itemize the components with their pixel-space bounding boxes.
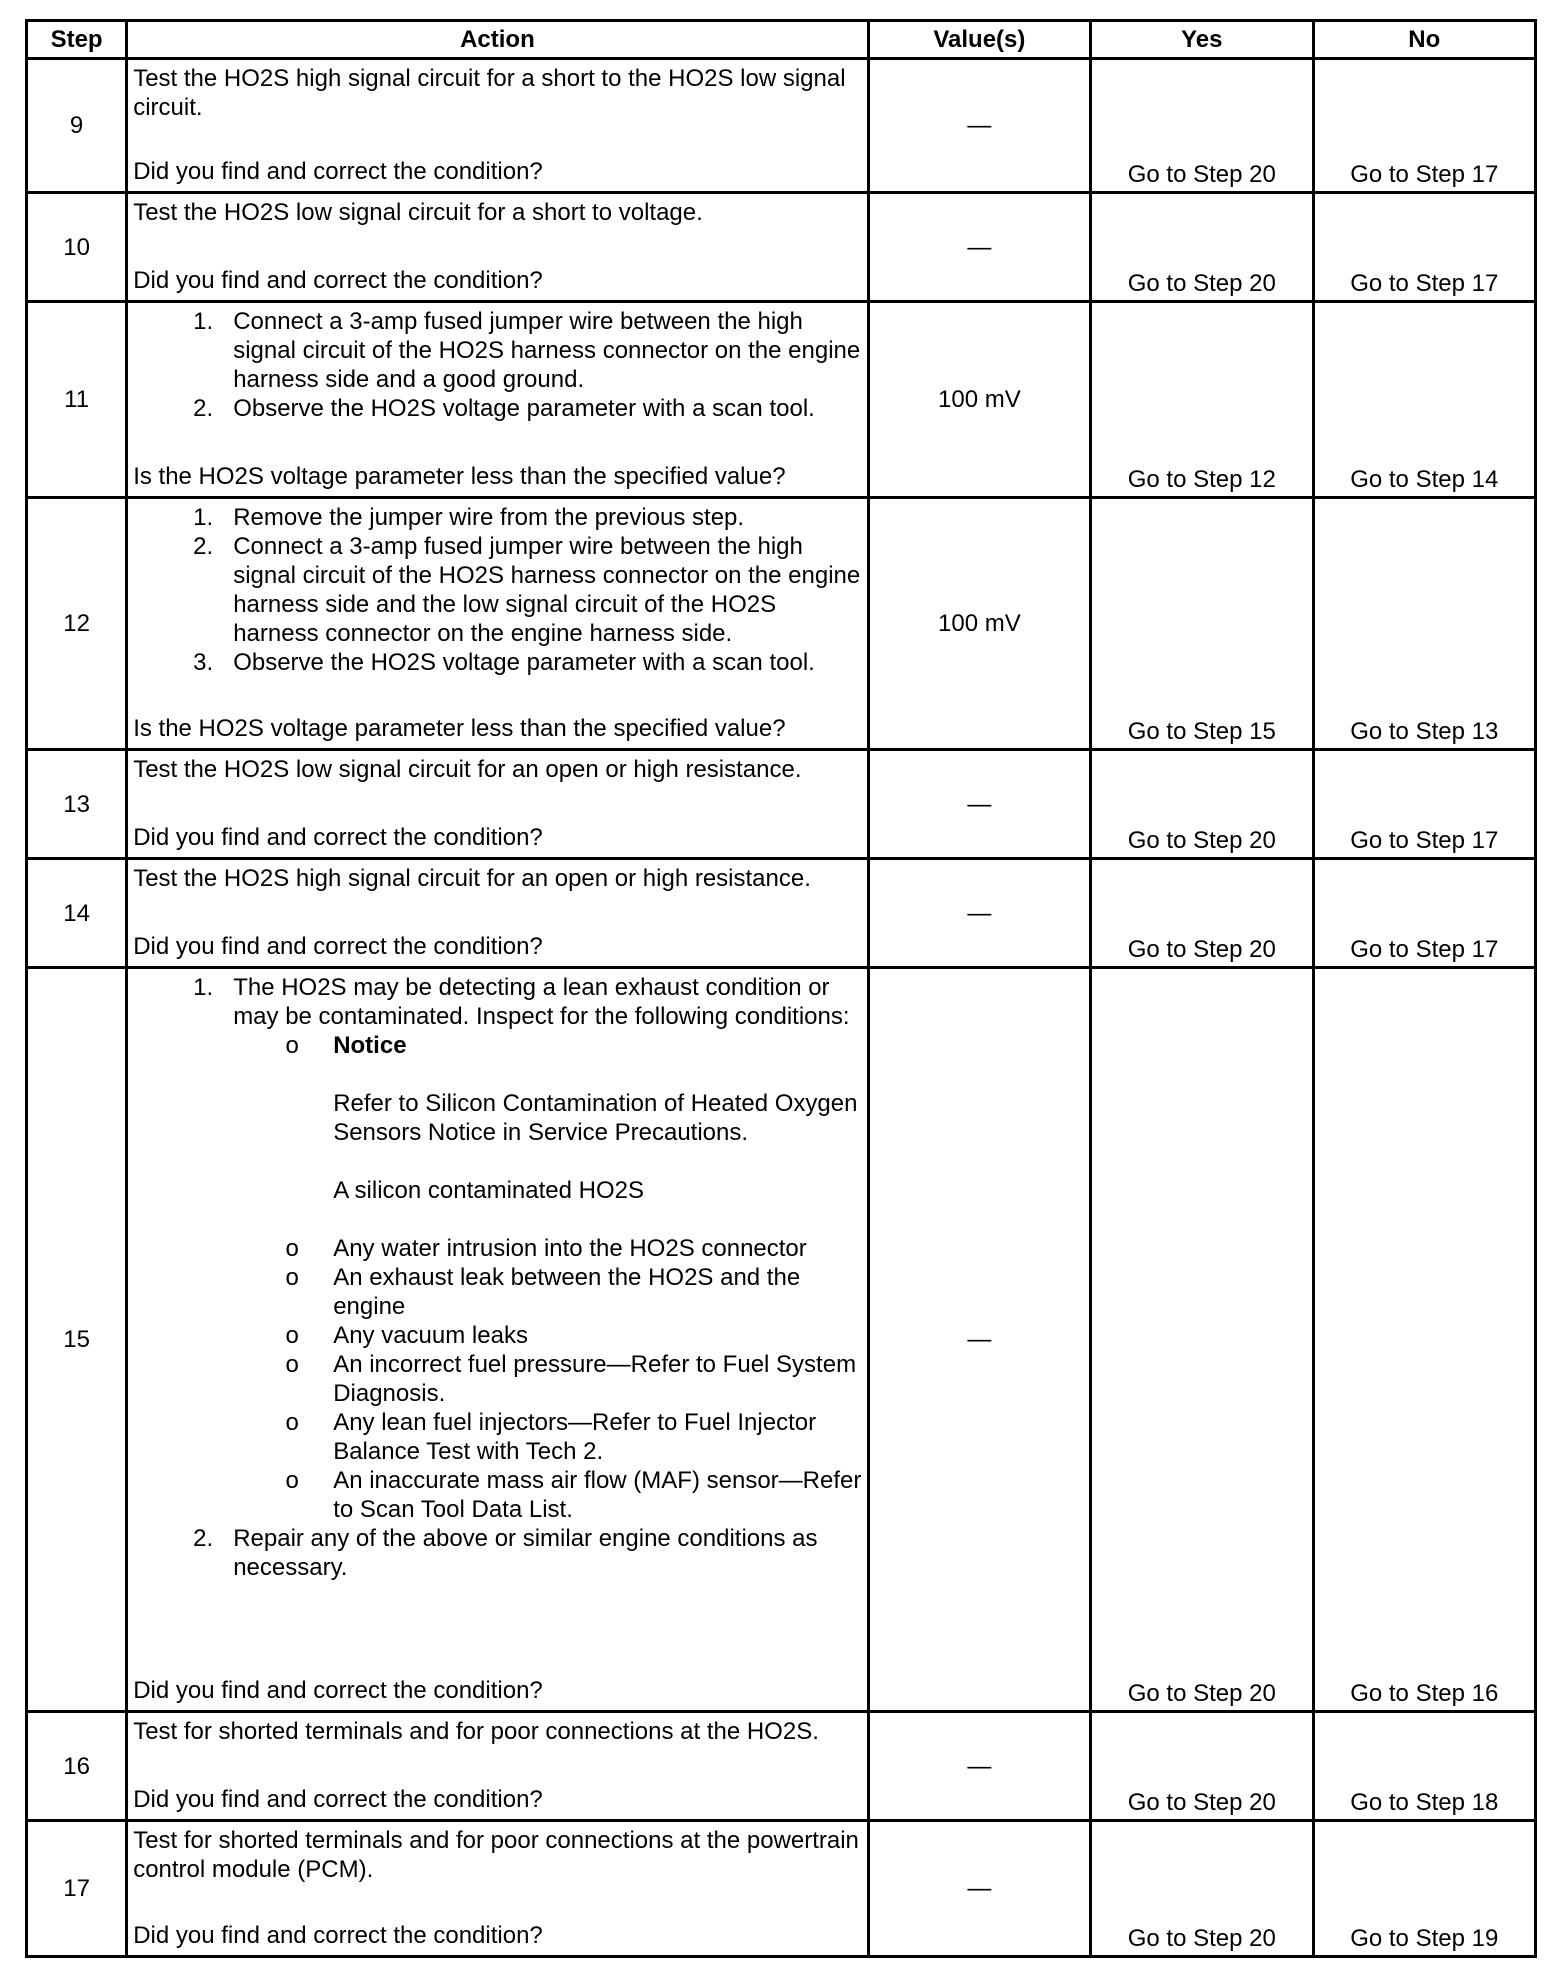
yes-cell	[1091, 193, 1313, 302]
table-row	[27, 1712, 1536, 1821]
step-number: 11	[27, 302, 127, 498]
action-question: Is the HO2S voltage parameter less than the specified value?	[133, 715, 786, 742]
action-cell	[127, 750, 868, 859]
yes-goto: Go to Step 20	[1127, 1925, 1276, 1952]
condition-text: Any water intrusion into the HO2S connector	[333, 1235, 807, 1262]
step-number: 16	[27, 1712, 127, 1821]
action-question: Did you find and correct the condition?	[133, 1786, 543, 1813]
item-text: Connect a 3-amp fused jumper wire between the high signal circuit of the HO2S harness connector on the engine harness side and a good ground.	[233, 308, 861, 393]
action-question: Did you find and correct the condition?	[133, 824, 543, 851]
step-number: 17	[27, 1821, 127, 1957]
item-number: 1.	[193, 308, 214, 335]
action-cell	[127, 859, 868, 968]
list-item	[133, 1350, 862, 1408]
no-cell	[1313, 498, 1535, 750]
diagnostic-table	[25, 19, 1537, 1958]
step-number: 9	[27, 59, 127, 193]
step-number: 13	[27, 750, 127, 859]
header-step: Step	[27, 21, 127, 59]
notice-body: Refer to Silicon Contamination of Heated Oxygen Sensors Notice in Service Precautions.	[333, 1090, 858, 1146]
header-action: Action	[127, 21, 868, 59]
value-cell: —	[868, 59, 1090, 193]
yes-cell	[1091, 302, 1313, 498]
list-item	[133, 503, 862, 532]
action-steps	[133, 973, 862, 1582]
no-cell	[1313, 193, 1535, 302]
bullet-icon: o	[285, 1032, 299, 1059]
action-text: Test the HO2S low signal circuit for an open or high resistance.	[133, 756, 802, 783]
header-values: Value(s)	[868, 21, 1090, 59]
list-item	[133, 1466, 862, 1524]
yes-goto: Go to Step 20	[1127, 936, 1276, 963]
step-number: 15	[27, 968, 127, 1712]
condition-text: Any lean fuel injectors—Refer to Fuel Injector Balance Test with Tech 2.	[333, 1409, 817, 1465]
step-number: 10	[27, 193, 127, 302]
list-item	[133, 973, 862, 1524]
value-cell: —	[868, 1712, 1090, 1821]
action-question: Did you find and correct the condition?	[133, 933, 543, 960]
action-cell	[127, 193, 868, 302]
action-cell	[127, 968, 868, 1712]
action-question: Is the HO2S voltage parameter less than the specified value?	[133, 463, 786, 490]
action-text: Test the HO2S low signal circuit for a short to voltage.	[133, 199, 703, 226]
action-text: Test for shorted terminals and for poor connections at the HO2S.	[133, 1718, 819, 1745]
list-item	[133, 532, 862, 648]
condition-list	[233, 1031, 862, 1524]
action-question: Did you find and correct the condition?	[133, 1922, 543, 1949]
value-cell: —	[868, 1821, 1090, 1957]
action-steps	[133, 503, 862, 677]
value-cell: —	[868, 859, 1090, 968]
yes-cell	[1091, 750, 1313, 859]
table-row	[27, 498, 1536, 750]
list-item	[133, 1321, 862, 1350]
list-item	[133, 648, 862, 677]
list-item	[133, 394, 862, 423]
action-cell	[127, 1821, 868, 1957]
item-number: 2.	[193, 395, 214, 422]
action-cell	[127, 1712, 868, 1821]
bullet-icon: o	[285, 1409, 299, 1436]
action-question: Did you find and correct the condition?	[133, 1677, 543, 1704]
action-text: Test for shorted terminals and for poor connections at the powertrain control module (PCM).	[133, 1827, 859, 1883]
list-item	[133, 1234, 862, 1263]
no-goto: Go to Step 14	[1350, 466, 1499, 493]
condition-text: An exhaust leak between the HO2S and the engine	[333, 1264, 801, 1320]
no-goto: Go to Step 19	[1350, 1925, 1499, 1952]
table-row	[27, 750, 1536, 859]
yes-cell	[1091, 968, 1313, 1712]
bullet-icon: o	[285, 1235, 299, 1262]
action-text: Test the HO2S high signal circuit for an open or high resistance.	[133, 865, 811, 892]
no-cell	[1313, 1821, 1535, 1957]
condition-text: An incorrect fuel pressure—Refer to Fuel System Diagnosis.	[333, 1351, 857, 1407]
no-goto: Go to Step 17	[1350, 936, 1499, 963]
item-text: Observe the HO2S voltage parameter with a scan tool.	[233, 649, 815, 676]
yes-goto: Go to Step 20	[1127, 827, 1276, 854]
condition-text: An inaccurate mass air flow (MAF) sensor—Refer to Scan Tool Data List.	[333, 1467, 862, 1523]
notice-item	[133, 1031, 862, 1205]
action-question: Did you find and correct the condition?	[133, 158, 543, 185]
list-item	[133, 1524, 862, 1582]
value-cell: —	[868, 750, 1090, 859]
list-item	[133, 307, 862, 394]
yes-cell	[1091, 498, 1313, 750]
notice-title: Notice	[333, 1032, 407, 1059]
bullet-icon: o	[285, 1351, 299, 1378]
table-row	[27, 302, 1536, 498]
item-text: Connect a 3-amp fused jumper wire between the high signal circuit of the HO2S harness connector on the engine harness side and the low signal circuit of the HO2S harness connector on the engine harness side.	[233, 533, 861, 647]
no-goto: Go to Step 17	[1350, 161, 1499, 188]
bullet-icon: o	[285, 1264, 299, 1291]
no-goto: Go to Step 18	[1350, 1789, 1499, 1816]
list-item	[133, 1263, 862, 1321]
item-text: Remove the jumper wire from the previous step.	[233, 504, 745, 531]
no-cell	[1313, 59, 1535, 193]
header-row	[27, 21, 1536, 59]
action-text: Test the HO2S high signal circuit for a short to the HO2S low signal circuit.	[133, 65, 846, 121]
no-cell	[1313, 1712, 1535, 1821]
item-number: 1.	[193, 974, 214, 1001]
no-goto: Go to Step 13	[1350, 718, 1499, 745]
action-question: Did you find and correct the condition?	[133, 267, 543, 294]
no-goto: Go to Step 17	[1350, 270, 1499, 297]
step-number: 14	[27, 859, 127, 968]
bullet-icon: o	[285, 1467, 299, 1494]
yes-cell	[1091, 859, 1313, 968]
yes-cell	[1091, 1821, 1313, 1957]
yes-cell	[1091, 1712, 1313, 1821]
value-cell: 100 mV	[868, 498, 1090, 750]
value-cell: —	[868, 193, 1090, 302]
action-cell	[127, 498, 868, 750]
table-row	[27, 59, 1536, 193]
item-text: Observe the HO2S voltage parameter with a scan tool.	[233, 395, 815, 422]
item-number: 1.	[193, 504, 214, 531]
no-cell	[1313, 968, 1535, 1712]
item-number: 2.	[193, 533, 214, 560]
no-goto: Go to Step 16	[1350, 1680, 1499, 1707]
bullet-icon: o	[285, 1322, 299, 1349]
item-text: The HO2S may be detecting a lean exhaust condition or may be contaminated. Inspect for the following conditions:	[233, 974, 850, 1030]
no-cell	[1313, 859, 1535, 968]
step-number: 12	[27, 498, 127, 750]
item-number: 2.	[193, 1525, 214, 1552]
item-text: Repair any of the above or similar engine conditions as necessary.	[233, 1525, 818, 1581]
yes-cell	[1091, 59, 1313, 193]
header-no: No	[1313, 21, 1535, 59]
action-cell	[127, 302, 868, 498]
no-goto: Go to Step 17	[1350, 827, 1499, 854]
action-cell	[127, 59, 868, 193]
header-yes: Yes	[1091, 21, 1313, 59]
yes-goto: Go to Step 20	[1127, 270, 1276, 297]
yes-goto: Go to Step 15	[1127, 718, 1276, 745]
no-cell	[1313, 302, 1535, 498]
yes-goto: Go to Step 20	[1127, 1789, 1276, 1816]
value-cell: —	[868, 968, 1090, 1712]
value-cell: 100 mV	[868, 302, 1090, 498]
yes-goto: Go to Step 12	[1127, 466, 1276, 493]
table-row	[27, 968, 1536, 1712]
table-row	[27, 193, 1536, 302]
no-cell	[1313, 750, 1535, 859]
list-item	[133, 1408, 862, 1466]
table-row	[27, 1821, 1536, 1957]
item-number: 3.	[193, 649, 214, 676]
yes-goto: Go to Step 20	[1127, 161, 1276, 188]
notice-extra: A silicon contaminated HO2S	[333, 1177, 645, 1204]
action-steps	[133, 307, 862, 423]
yes-goto: Go to Step 20	[1127, 1680, 1276, 1707]
table-row	[27, 859, 1536, 968]
condition-text: Any vacuum leaks	[333, 1322, 528, 1349]
